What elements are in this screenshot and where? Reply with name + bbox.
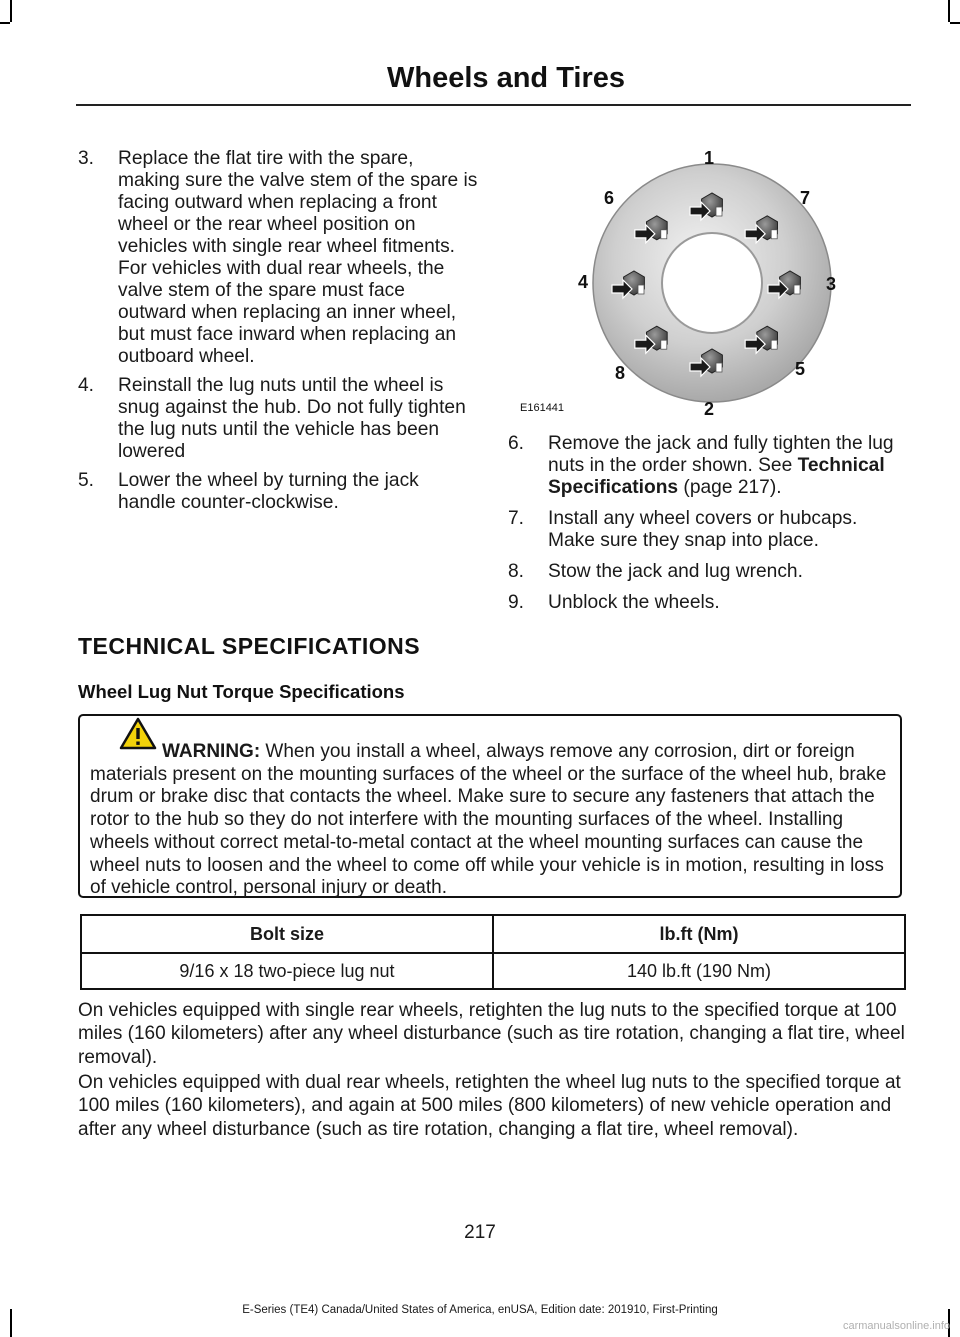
subsection-title: Wheel Lug Nut Torque Specifications	[78, 681, 405, 702]
figure-label-5: 5	[795, 359, 806, 379]
torque-spec-table	[80, 914, 906, 990]
warning-box	[78, 714, 902, 898]
step-number: 8.	[508, 561, 525, 582]
edition-footer: E-Series (TE4) Canada/United States of America, enUSA, Edition date: 201910, First-Printing	[242, 1304, 718, 1316]
list-item	[78, 148, 478, 368]
step-text: Install any wheel covers or hubcaps. Make sure they snap into place.	[548, 508, 858, 551]
figure-id: E161441	[520, 402, 565, 414]
watermark: carmanualsonline.info	[842, 1320, 950, 1332]
figure-label-7: 7	[800, 188, 811, 208]
paragraph: On vehicles equipped with single rear wheels, retighten the lug nuts to the specified torque at 100 miles (160 kilometers) after any wheel disturbance (such as tire rotation, changing a flat tire, wheel removal).	[78, 1000, 905, 1068]
table-cell: 9/16 x 18 two-piece lug nut	[81, 953, 493, 989]
step-text: Replace the flat tire with the spare, making sure the valve stem of the spare is facing outward when replacing a front wheel or the rear wheel position on vehicles with single rear wheel fitments. For vehicles with dual rear wheels, the valve stem of the spare must face outward when replacing an inner wheel, but must face inward when replacing an outboard wheel.	[118, 148, 478, 367]
step-number: 3.	[78, 148, 95, 169]
list-item	[508, 508, 908, 552]
step-text: Stow the jack and lug wrench.	[548, 561, 803, 582]
crop-mark	[10, 0, 12, 22]
step-text: Unblock the wheels.	[548, 592, 720, 613]
crop-mark	[948, 0, 950, 22]
list-item	[508, 561, 908, 583]
step-text: Reinstall the lug nuts until the wheel is snug against the hub. Do not fully tighten the lug nuts until the vehicle has been lowered	[118, 375, 466, 462]
crop-mark	[0, 22, 10, 24]
table-header-row	[81, 915, 905, 953]
figure-label-2: 2	[704, 399, 715, 419]
step-number: 9.	[508, 592, 525, 613]
technical-specifications-link[interactable]: Technical Specifications	[548, 455, 885, 498]
step-number: 6.	[508, 433, 525, 454]
paragraph: On vehicles equipped with dual rear wheels, retighten the wheel lug nuts to the specified torque at 100 miles (160 kilometers), and again at 500 miles (800 kilometers) of new vehicle operation and after any wheel disturbance (such as tire rotation, changing a flat tire, wheel removal).	[78, 1072, 901, 1140]
list-item	[508, 592, 908, 614]
figure-label-1: 1	[704, 148, 715, 168]
left-step-list	[78, 148, 478, 521]
list-item	[508, 433, 908, 499]
step-text	[548, 433, 908, 499]
step-text-after: (page 217).	[678, 477, 782, 498]
table-row	[81, 953, 905, 989]
header-divider	[76, 104, 911, 106]
step-number: 4.	[78, 375, 95, 396]
step-text-before: Remove the jack and fully tighten the lug nuts in the order shown. See	[548, 433, 894, 476]
page-number: 217	[464, 1222, 496, 1243]
list-item	[78, 375, 478, 463]
right-step-list	[508, 433, 908, 621]
table-header: Bolt size	[81, 915, 493, 953]
warning-text	[90, 741, 894, 900]
table-cell: 140 lb.ft (190 Nm)	[493, 953, 905, 989]
wheel-hub-hole	[662, 233, 762, 333]
figure-label-6: 6	[604, 188, 615, 208]
lug-nut-sequence-figure	[515, 140, 845, 420]
warning-label: WARNING:	[162, 741, 261, 762]
section-title: TECHNICAL SPECIFICATIONS	[78, 633, 421, 659]
crop-mark	[950, 22, 960, 24]
figure-label-8: 8	[615, 363, 626, 383]
step-number: 5.	[78, 470, 95, 491]
page-header-title: Wheels and Tires	[387, 62, 625, 94]
step-number: 7.	[508, 508, 525, 529]
step-text: Lower the wheel by turning the jack handle counter-clockwise.	[118, 470, 419, 513]
table-header: lb.ft (Nm)	[493, 915, 905, 953]
list-item	[78, 470, 478, 514]
figure-label-4: 4	[578, 272, 589, 292]
warning-body: When you install a wheel, always remove any corrosion, dirt or foreign materials present on the mounting surfaces of the wheel or the surface of the wheel hub, brake drum or brake disc that contacts the wheel. Make sure to secure any fasteners that attach the rotor to the hub so they do not interfere with the mounting surfaces of the wheel. Installing wheels without correct metal-to-metal contact at the wheel mounting surfaces can cause the wheel nuts to loosen and the wheel to come off while your vehicle is in motion, resulting in loss of vehicle control, personal injury or death.	[90, 741, 887, 899]
figure-label-3: 3	[826, 274, 837, 294]
